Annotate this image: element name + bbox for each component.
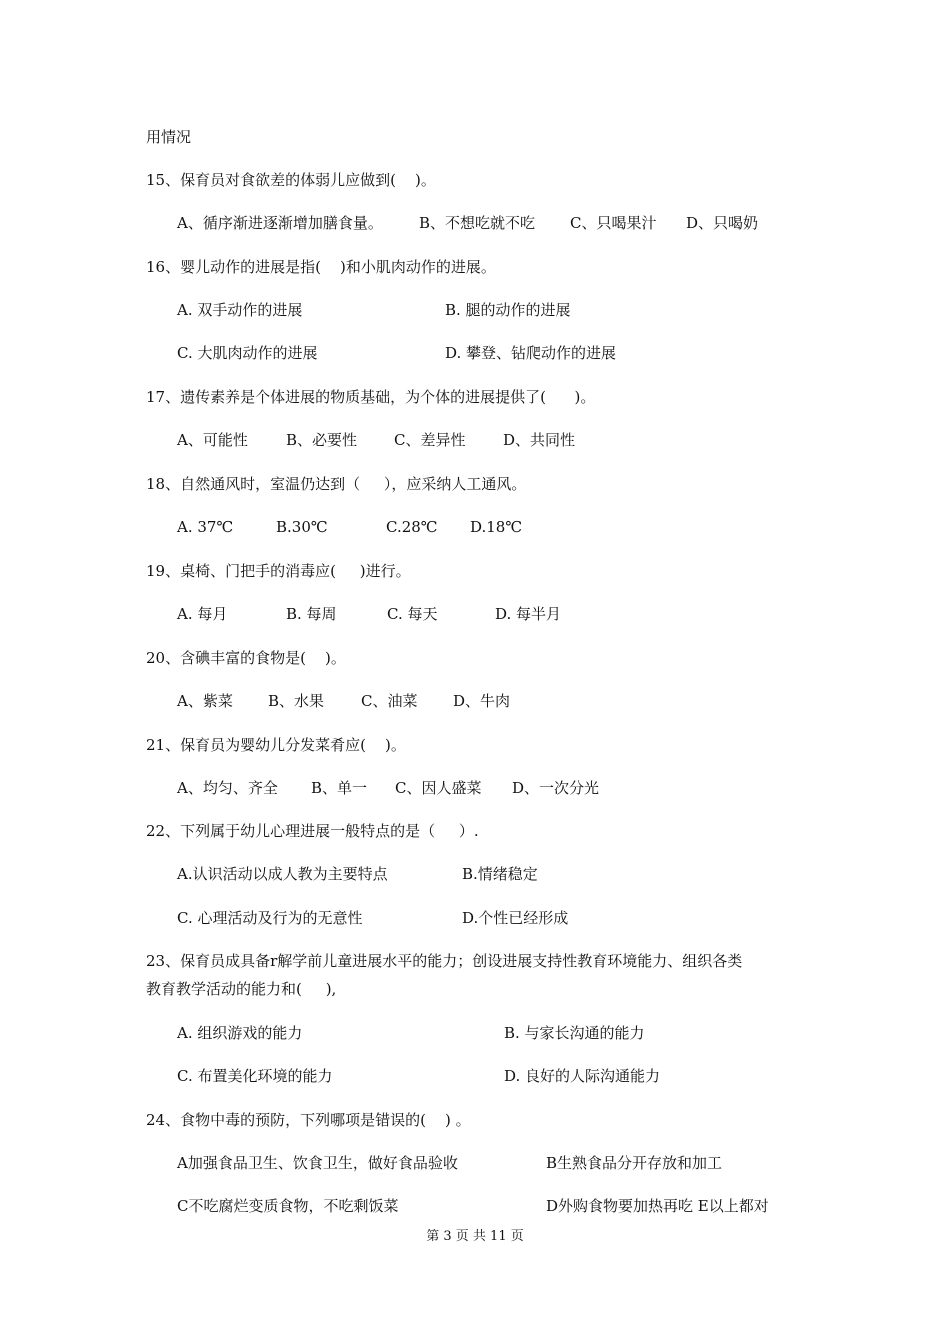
continuation-text: 用情况 xyxy=(146,128,192,146)
option-21-a: A、均匀、齐全 xyxy=(177,779,278,797)
option-22-b: B.情绪稳定 xyxy=(462,865,538,883)
option-19-d: D. 每半月 xyxy=(495,605,562,623)
option-21-d: D、一次分光 xyxy=(512,779,600,797)
question-18: 18、自然通风时，室温仍达到（ ），应采纳人工通风。 xyxy=(146,475,527,493)
option-15-a: A、循序渐进逐渐增加膳食量。 xyxy=(177,214,383,232)
page-footer: 第 3 页 共 11 页 xyxy=(426,1229,524,1244)
option-24-a: A加强食品卫生、饮食卫生，做好食品验收 xyxy=(177,1154,458,1172)
option-23-b: B. 与家长沟通的能力 xyxy=(504,1024,645,1042)
question-23-continued: 教育教学活动的能力和( ), xyxy=(146,980,337,998)
option-20-d: D、牛肉 xyxy=(453,692,511,710)
question-20: 20、含碘丰富的食物是( )。 xyxy=(146,649,346,667)
option-16-b: B. 腿的动作的进展 xyxy=(445,301,571,319)
option-19-c: C. 每天 xyxy=(387,605,438,623)
question-24: 24、食物中毒的预防，下列哪项是错误的( ) 。 xyxy=(146,1111,471,1129)
option-23-c: C. 布置美化环境的能力 xyxy=(177,1067,333,1085)
option-16-d: D. 攀登、钻爬动作的进展 xyxy=(445,344,617,362)
option-21-b: B、单一 xyxy=(311,779,368,797)
option-17-a: A、可能性 xyxy=(177,431,248,449)
option-15-b: B、不想吃就不吃 xyxy=(419,214,536,232)
question-22: 22、下列属于幼儿心理进展一般特点的是（ ）. xyxy=(146,822,479,840)
question-23: 23、保育员成具备r解学前儿童进展水平的能力；创设进展支持性教育环境能力、组织各类 xyxy=(146,952,743,970)
option-23-a: A. 组织游戏的能力 xyxy=(177,1024,303,1042)
option-17-b: B、必要性 xyxy=(286,431,358,449)
option-22-d: D.个性已经形成 xyxy=(462,909,569,927)
option-23-d: D. 良好的人际沟通能力 xyxy=(504,1067,661,1085)
option-22-a: A.认识活动以成人教为主要特点 xyxy=(177,865,388,883)
option-22-c: C. 心理活动及行为的无意性 xyxy=(177,909,363,927)
option-20-b: B、水果 xyxy=(268,692,325,710)
option-18-d: D.18℃ xyxy=(470,518,523,536)
option-24-d: D外购食物要加热再吃 E以上都对 xyxy=(546,1197,769,1215)
option-15-d: D、只喝奶 xyxy=(686,214,759,232)
option-17-d: D、共同性 xyxy=(503,431,576,449)
option-16-a: A. 双手动作的进展 xyxy=(177,301,303,319)
option-18-c: C.28℃ xyxy=(386,518,438,536)
option-18-b: B.30℃ xyxy=(276,518,328,536)
option-20-a: A、紫菜 xyxy=(177,692,233,710)
option-20-c: C、油菜 xyxy=(361,692,418,710)
option-19-b: B. 每周 xyxy=(286,605,337,623)
question-17: 17、遗传素养是个体进展的物质基础，为个体的进展提供了( )。 xyxy=(146,388,596,406)
question-16: 16、婴儿动作的进展是指( )和小肌肉动作的进展。 xyxy=(146,258,496,276)
option-16-c: C. 大肌肉动作的进展 xyxy=(177,344,318,362)
option-17-c: C、差异性 xyxy=(394,431,466,449)
question-21: 21、保育员为婴幼儿分发菜肴应( )。 xyxy=(146,736,406,754)
question-19: 19、桌椅、门把手的消毒应( )进行。 xyxy=(146,562,411,580)
option-21-c: C、因人盛菜 xyxy=(395,779,482,797)
question-15: 15、保育员对食欲差的体弱儿应做到( )。 xyxy=(146,171,436,189)
option-15-c: C、只喝果汁 xyxy=(570,214,657,232)
option-24-c: C不吃腐烂变质食物，不吃剩饭菜 xyxy=(177,1197,399,1215)
option-18-a: A. 37℃ xyxy=(177,518,234,536)
option-24-b: B生熟食品分开存放和加工 xyxy=(546,1154,723,1172)
option-19-a: A. 每月 xyxy=(177,605,228,623)
